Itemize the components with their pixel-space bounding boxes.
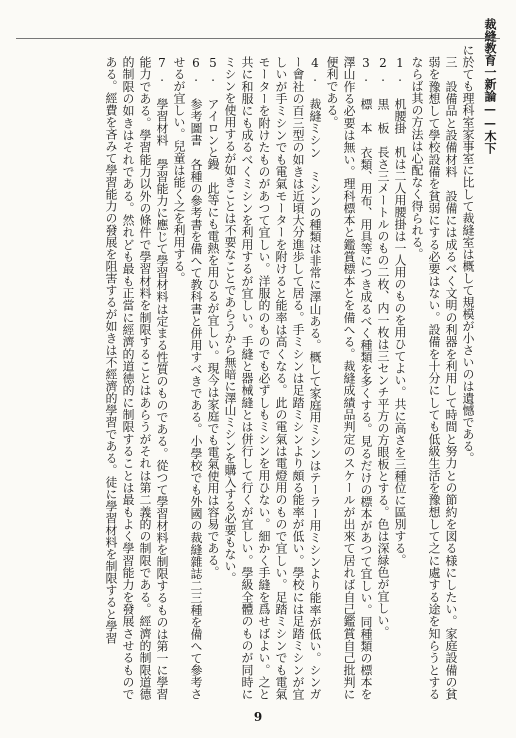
paragraph-learning-materials: 7. 學習材料 學習能力に應じて學習材料は定まる性質のものである。從つて學習材料を制限するものは第一に學習能力である。學習能力以外の條件で學習材料を制限することはあらうがそれは第二義的の制限である。經濟的制限道德的制限の如きはそれである。然れども最も正當に經濟的道徳的に制限することは最もよく學習能力を發展させるものである。經費を吝みて學習能力の發展を阻害するが如きは不經濟的學習である。徒に學習材料を制限すると學習 xyxy=(104,56,169,700)
body-text xyxy=(24,44,476,700)
paragraph-1: に於ても理科室家事室に比して裁縫室は概して規模が小さいのは遺憾である。 xyxy=(461,44,475,464)
paragraph-desks: 1. 机腰掛 机は二人用腰掛は一人用のものを用ひてよい。共に高さを三種位に區別する。 xyxy=(393,56,407,566)
paragraph-equipment: 三 設備品と設備材料 設備には成るべく文明の利器を利用して時間と努力との節約を図る様にしたい。家庭設備の貧弱を豫想して學校設備を貧弱にする必要はない。設備を十分にしても低級生活を豫想して之に處する途を知らうとするならば其の方法は心配なく得られる。 xyxy=(410,56,458,700)
paragraph-iron: 5. アイロンと鏝 此等にも電熱を用ひるが宜しい。現今は家庭でも電氣使用は容易である。 xyxy=(206,56,220,578)
running-head: 裁縫教育一新論——木下 xyxy=(483,18,497,154)
paragraph-blackboard: 2. 黒 板 長さ三メートルのもの二枚、内一枚は三センチ平方の方眼板とする。色は深緑色が宜しい。 xyxy=(376,56,390,638)
page-number: 9 xyxy=(253,710,263,724)
header-rule xyxy=(16,38,500,39)
paragraph-sewing-machine: 4. 裁縫ミシン ミシンの種類は非常に澤山ある。概して家庭用ミシンはテーラー用ミシンより能率が低い。シンガー會社の百三型の如きは近頃大分進歩して居る。手ミシンは足踏ミシンより頗る能率が低い。學校には足踏ミシンが宜しいが手ミシンでも電氣モーターを附けると能率は高くなる。此の電氣は電燈用のもので宜しい。足踏ミシンでも電氣モーターを附けたものがあつて宜しい。洋服的のものでも必ずしもミシンを用ひない。細かく手縫を爲せばよい。之と共に和服にも成るべくミシンを利用するが宜しい。手縫と器械縫とは併行して行くが宜しい。學級全體のものが同時にミシンを使用するが如きことは不要なことであらうから無暗に澤山ミシンを購入する必要もない。 xyxy=(223,56,322,700)
paragraph-specimens: 3. 標 本 衣類、用布、用具等につき成るべく種類を多くする。見るだけの標本があつて宜しい。同種類の標本を澤山作る必要は無い。理科標本と鑑賞標本とを備へる。裁縫成績品判定のスケールが出來て居れば自己鑑賞自己批判に便利である。 xyxy=(325,56,373,700)
paragraph-reference-books: 6. 参考圖書 各種の參考書を備へて教科書と併用すべきである。小學校でも外國の裁縫雜誌二三種を備へて參考させるが宜しい。兒童は能く之を利用する。 xyxy=(172,56,203,700)
